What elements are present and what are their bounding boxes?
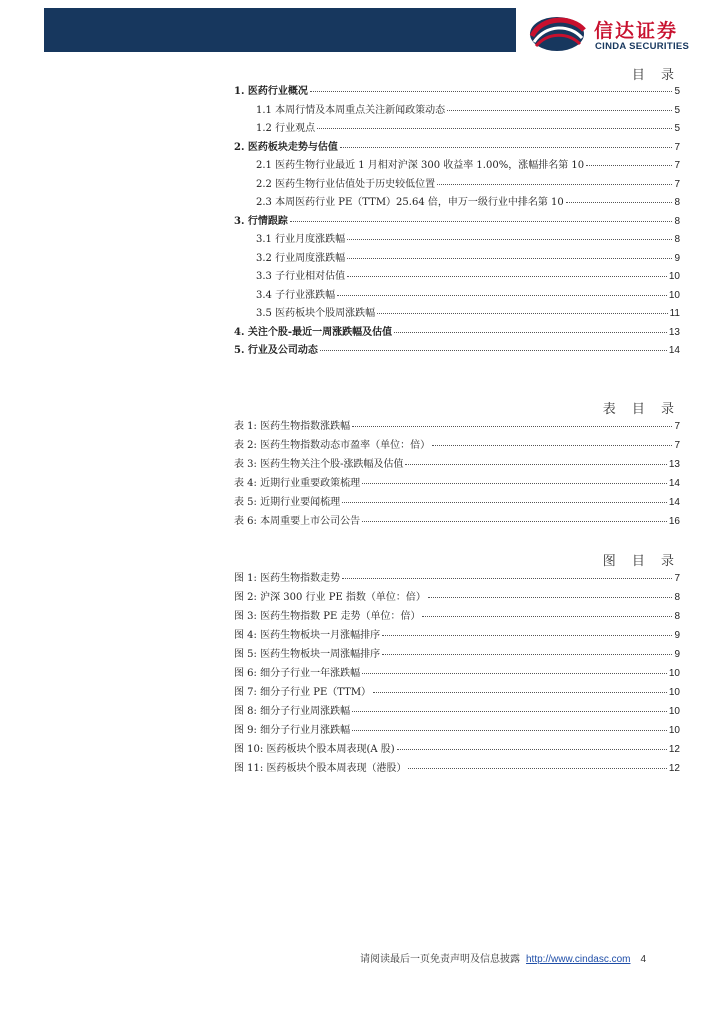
figure-entry-page: 12	[668, 763, 680, 774]
figure-entry[interactable]	[234, 645, 680, 664]
table-entry-text: 表 3: 医药生物关注个股-涨跌幅及估值	[234, 459, 404, 470]
figure-entry-text: 图 1: 医药生物指数走势	[234, 573, 341, 584]
leader-dots	[422, 616, 672, 617]
toc-entry[interactable]	[234, 230, 680, 249]
page-footer	[360, 950, 680, 965]
figure-entry-text: 图 4: 医药生物板块一月涨幅排序	[234, 630, 381, 641]
table-entry-text: 表 5: 近期行业要闻梳理	[234, 497, 341, 508]
figures-list-title: 图 目 录	[602, 554, 680, 569]
table-entry-page: 7	[674, 421, 680, 432]
toc-entry[interactable]	[234, 101, 680, 120]
leader-dots	[342, 502, 667, 503]
toc-entry-text: 1.1 本周行情及本周重点关注新闻政策动态	[256, 104, 446, 116]
table-entry-page: 16	[668, 516, 680, 527]
leader-dots	[347, 276, 667, 277]
leader-dots	[394, 332, 667, 333]
toc-entry-page: 14	[668, 345, 680, 356]
table-entry[interactable]	[234, 455, 680, 474]
table-entry-page: 14	[668, 497, 680, 508]
leader-dots	[340, 147, 673, 148]
toc-entry[interactable]	[234, 341, 680, 360]
toc-entry-page: 7	[674, 141, 680, 153]
leader-dots	[408, 768, 666, 769]
toc-entry-text: 3.3 子行业相对估值	[256, 271, 346, 282]
leader-dots	[317, 128, 672, 129]
table-entry-page: 14	[668, 478, 680, 489]
figures-list	[234, 569, 680, 778]
table-entry[interactable]	[234, 417, 680, 436]
leader-dots	[342, 578, 672, 579]
leader-dots	[362, 483, 667, 484]
leader-dots	[377, 313, 668, 314]
leader-dots	[290, 221, 673, 222]
figure-entry[interactable]	[234, 607, 680, 626]
toc-entry-page: 8	[674, 197, 680, 208]
leader-dots	[566, 202, 673, 203]
leader-dots	[437, 184, 672, 185]
leader-dots	[373, 692, 667, 693]
leader-dots	[362, 673, 667, 674]
toc-entry[interactable]	[234, 156, 680, 175]
table-entry-text: 表 1: 医药生物指数涨跌幅	[234, 421, 351, 432]
leader-dots	[382, 635, 672, 636]
figure-entry-page: 8	[674, 611, 680, 622]
leader-dots	[405, 464, 666, 465]
figure-entry-page: 10	[668, 687, 680, 698]
table-entry-page: 13	[668, 459, 680, 470]
figure-entry-page: 9	[674, 630, 680, 641]
toc-entry-page: 11	[669, 308, 680, 319]
leader-dots	[428, 597, 673, 598]
toc-entry[interactable]	[234, 175, 680, 194]
leader-dots	[447, 110, 672, 111]
tables-list-title: 表 目 录	[602, 402, 680, 417]
toc-entry-page: 8	[674, 234, 680, 245]
toc-entry-page: 9	[674, 252, 680, 264]
toc-entry-text: 2.3 本周医药行业 PE（TTM）25.64 倍，申万一级行业中排名第 10	[256, 197, 564, 208]
toc-entry-page: 10	[668, 289, 680, 301]
figure-entry[interactable]	[234, 702, 680, 721]
table-entry-page: 7	[674, 440, 680, 451]
leader-dots	[586, 165, 672, 166]
toc-entry-page: 7	[674, 160, 680, 171]
toc-entry-text: 2.2 医药生物行业估值处于历史较低位置	[256, 178, 436, 190]
toc-entry-text: 2.1 医药生物行业最近 1 月相对沪深 300 收益率 1.00%，涨幅排名第 10	[256, 160, 585, 171]
toc-entry-page: 5	[674, 86, 680, 97]
leader-dots	[352, 730, 667, 731]
toc-entry-text: 3.4 子行业涨跌幅	[256, 289, 336, 301]
table-entry[interactable]	[234, 512, 680, 531]
leader-dots	[337, 295, 667, 296]
toc-entry-text: 5. 行业及公司动态	[234, 345, 318, 356]
toc-entry[interactable]	[234, 286, 680, 305]
leader-dots	[397, 749, 667, 750]
toc-entry-text: 1. 医药行业概况	[234, 86, 308, 97]
figure-entry-page: 10	[668, 668, 680, 679]
table-entry[interactable]	[234, 474, 680, 493]
figure-entry[interactable]	[234, 683, 680, 702]
toc-entry-page: 5	[674, 123, 680, 134]
logo-english-name: CINDA SECURITIES	[595, 41, 690, 52]
toc-entry[interactable]	[234, 119, 680, 138]
leader-dots	[320, 350, 667, 351]
figure-entry-text: 图 11: 医药板块个股本周表现（港股）	[234, 763, 407, 774]
figure-entry-text: 图 5: 医药生物板块一周涨幅排序	[234, 649, 381, 660]
leader-dots	[310, 91, 673, 92]
figure-entry[interactable]	[234, 740, 680, 759]
table-entry[interactable]	[234, 436, 680, 455]
toc-entry-text: 3.2 行业周度涨跌幅	[256, 252, 346, 264]
figure-entry-text: 图 8: 细分子行业周涨跌幅	[234, 706, 351, 717]
toc-entry[interactable]	[234, 82, 680, 101]
toc-entry[interactable]	[234, 304, 680, 323]
logo-chinese-name: 信达证券	[594, 20, 679, 42]
table-entry[interactable]	[234, 493, 680, 512]
figure-entry-page: 12	[668, 744, 680, 755]
table-entry-text: 表 6: 本周重要上市公司公告	[234, 516, 361, 527]
leader-dots	[432, 445, 672, 446]
figure-entry-text: 图 7: 细分子行业 PE（TTM）	[234, 687, 372, 698]
leader-dots	[382, 654, 672, 655]
toc-title: 目 录	[631, 68, 680, 83]
figure-entry-text: 图 10: 医药板块个股本周表现(A 股)	[234, 744, 395, 755]
header-banner	[44, 8, 516, 52]
toc-entry-page: 5	[674, 104, 680, 116]
figure-entry-page: 8	[674, 592, 680, 603]
toc-entry-text: 3. 行情跟踪	[234, 215, 288, 227]
website-link[interactable]: http://www.cindasc.com	[526, 954, 631, 965]
leader-dots	[352, 711, 667, 712]
cinda-logo-icon	[528, 14, 586, 54]
page-number: 4	[640, 954, 647, 965]
toc-list	[234, 82, 680, 360]
figure-entry[interactable]	[234, 569, 680, 588]
figure-entry-page: 10	[668, 725, 680, 736]
toc-entry[interactable]	[234, 212, 680, 231]
table-entry-text: 表 4: 近期行业重要政策梳理	[234, 478, 361, 489]
leader-dots	[362, 521, 667, 522]
toc-entry-page: 10	[668, 271, 680, 282]
leader-dots	[347, 239, 672, 240]
cinda-logo	[528, 14, 708, 58]
toc-entry[interactable]	[234, 249, 680, 268]
figure-entry-text: 图 3: 医药生物指数 PE 走势（单位：倍）	[234, 611, 421, 622]
figure-entry[interactable]	[234, 588, 680, 607]
leader-dots	[347, 258, 672, 259]
figure-entry-text: 图 6: 细分子行业一年涨跌幅	[234, 668, 361, 679]
toc-entry-text: 1.2 行业观点	[256, 123, 316, 134]
toc-entry[interactable]	[234, 323, 680, 342]
disclaimer-text: 请阅读最后一页免责声明及信息披露	[360, 954, 520, 965]
toc-entry-text: 2. 医药板块走势与估值	[234, 141, 338, 153]
figure-entry[interactable]	[234, 721, 680, 740]
figure-entry[interactable]	[234, 626, 680, 645]
toc-entry-page: 8	[674, 215, 680, 227]
figure-entry-text: 图 9: 细分子行业月涨跌幅	[234, 725, 351, 736]
toc-entry-page: 13	[668, 326, 680, 338]
leader-dots	[352, 426, 672, 427]
tables-list	[234, 417, 680, 531]
toc-entry[interactable]	[234, 193, 680, 212]
toc-entry[interactable]	[234, 138, 680, 157]
figure-entry-page: 7	[674, 573, 680, 584]
figure-entry[interactable]	[234, 664, 680, 683]
figure-entry-text: 图 2: 沪深 300 行业 PE 指数（单位：倍）	[234, 592, 426, 603]
toc-entry-page: 7	[674, 178, 680, 190]
toc-entry-text: 4. 关注个股-最近一周涨跌幅及估值	[234, 326, 393, 338]
table-entry-text: 表 2: 医药生物指数动态市盈率（单位：倍）	[234, 440, 431, 451]
figure-entry-page: 9	[674, 649, 680, 660]
toc-entry[interactable]	[234, 267, 680, 286]
figure-entry-page: 10	[668, 706, 680, 717]
toc-entry-text: 3.5 医药板块个股周涨跌幅	[256, 308, 376, 319]
toc-entry-text: 3.1 行业月度涨跌幅	[256, 234, 346, 245]
figure-entry[interactable]	[234, 759, 680, 778]
